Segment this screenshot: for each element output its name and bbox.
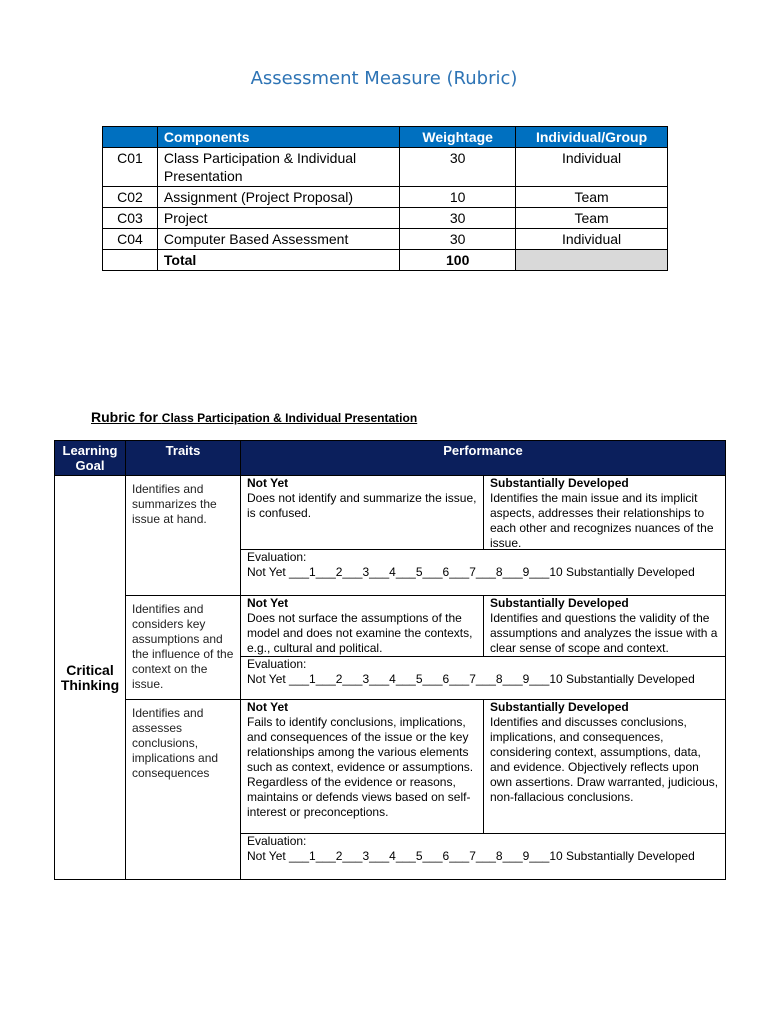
not-yet-column xyxy=(241,596,483,656)
component-code: C03 xyxy=(103,208,158,229)
not-yet-label: Not Yet xyxy=(247,700,289,714)
total-row xyxy=(103,250,668,271)
total-shaded-cell xyxy=(516,250,668,271)
performance-cell xyxy=(241,476,726,596)
not-yet-label: Not Yet xyxy=(247,476,289,490)
header-performance: Performance xyxy=(241,441,726,476)
table-row xyxy=(103,187,668,208)
developed-column xyxy=(483,700,725,833)
evaluation-label: Evaluation: xyxy=(247,834,307,848)
developed-label: Substantially Developed xyxy=(490,476,629,490)
developed-label: Substantially Developed xyxy=(490,596,629,610)
evaluation-scale: Not Yet ___1___2___3___4___5___6___7___8___9___10 Substantially Developed xyxy=(247,672,695,686)
rubric-table xyxy=(54,440,726,880)
not-yet-column xyxy=(241,700,483,833)
rubric-heading xyxy=(91,409,417,425)
developed-label: Substantially Developed xyxy=(490,700,629,714)
evaluation xyxy=(241,550,725,586)
developed-column xyxy=(483,596,725,656)
trait: Identifies and assesses conclusions, implications and consequences xyxy=(126,700,241,880)
header-individual-group: Individual/Group xyxy=(516,127,668,148)
evaluation-scale: Not Yet ___1___2___3___4___5___6___7___8___9___10 Substantially Developed xyxy=(247,565,695,579)
not-yet-description: Does not surface the assumptions of the model and does not examine the contexts, e.g., cultural and political. xyxy=(247,611,473,655)
not-yet-description: Does not identify and summarize the issue, is confused. xyxy=(247,491,477,520)
header-traits: Traits xyxy=(126,441,241,476)
component-code: C04 xyxy=(103,229,158,250)
component-name: Assignment (Project Proposal) xyxy=(157,187,399,208)
component-name: Project xyxy=(157,208,399,229)
component-code: C02 xyxy=(103,187,158,208)
rubric-heading-subject: Class Participation & Individual Presentation xyxy=(161,411,418,425)
component-name: Class Participation & Individual Presentation xyxy=(157,148,399,187)
total-blank-cell xyxy=(103,250,158,271)
header-weightage: Weightage xyxy=(400,127,516,148)
rubric-row xyxy=(55,700,726,880)
not-yet-column xyxy=(241,476,483,549)
not-yet-label: Not Yet xyxy=(247,596,289,610)
performance-cell xyxy=(241,700,726,880)
header-components: Components xyxy=(157,127,399,148)
header-code xyxy=(103,127,158,148)
trait: Identifies and summarizes the issue at hand. xyxy=(126,476,241,596)
component-weight: 10 xyxy=(400,187,516,208)
total-label: Total xyxy=(157,250,399,271)
rubric-header-row xyxy=(55,441,726,476)
developed-description: Identifies and discusses conclusions, implications, and consequences, considering context, assumptions, data, and evidence. Objectively reflects upon own assertions. Draw warranted, judicious, non-fallacious conclusions. xyxy=(490,715,719,804)
component-weight: 30 xyxy=(400,148,516,187)
component-name: Computer Based Assessment xyxy=(157,229,399,250)
performance-cell xyxy=(241,596,726,700)
developed-column xyxy=(483,476,725,549)
components-header-row xyxy=(103,127,668,148)
table-row xyxy=(103,148,668,187)
rubric-row xyxy=(55,476,726,596)
evaluation xyxy=(241,834,725,870)
header-learning-goal: Learning Goal xyxy=(55,441,126,476)
component-mode: Team xyxy=(516,208,668,229)
evaluation-label: Evaluation: xyxy=(247,657,307,671)
rubric-heading-prefix: Rubric for xyxy=(91,409,162,425)
total-value: 100 xyxy=(400,250,516,271)
component-mode: Team xyxy=(516,187,668,208)
evaluation-label: Evaluation: xyxy=(247,550,307,564)
not-yet-description: Fails to identify conclusions, implications, and consequences of the issue or the key relationships among the various elements such as context, evidence or assumptions. Regardless of the evidence or reasons, maintains or defends views based on self-interest or preconceptions. xyxy=(247,715,474,819)
developed-description: Identifies the main issue and its implicit aspects, addresses their relationships to each other and recognizes nuances of the issue. xyxy=(490,491,714,550)
table-row xyxy=(103,229,668,250)
component-mode: Individual xyxy=(516,148,668,187)
trait: Identifies and considers key assumptions and the influence of the context on the issue. xyxy=(126,596,241,700)
component-mode: Individual xyxy=(516,229,668,250)
evaluation-scale: Not Yet ___1___2___3___4___5___6___7___8___9___10 Substantially Developed xyxy=(247,849,695,863)
table-row xyxy=(103,208,668,229)
developed-description: Identifies and questions the validity of the assumptions and analyzes the issue with a clear sense of scope and context. xyxy=(490,611,718,655)
learning-goal: Critical Thinking xyxy=(55,476,126,880)
component-weight: 30 xyxy=(400,208,516,229)
components-table xyxy=(102,126,668,271)
page-title: Assessment Measure (Rubric) xyxy=(250,68,518,89)
evaluation xyxy=(241,657,725,693)
rubric-row xyxy=(55,596,726,700)
component-weight: 30 xyxy=(400,229,516,250)
component-code: C01 xyxy=(103,148,158,187)
